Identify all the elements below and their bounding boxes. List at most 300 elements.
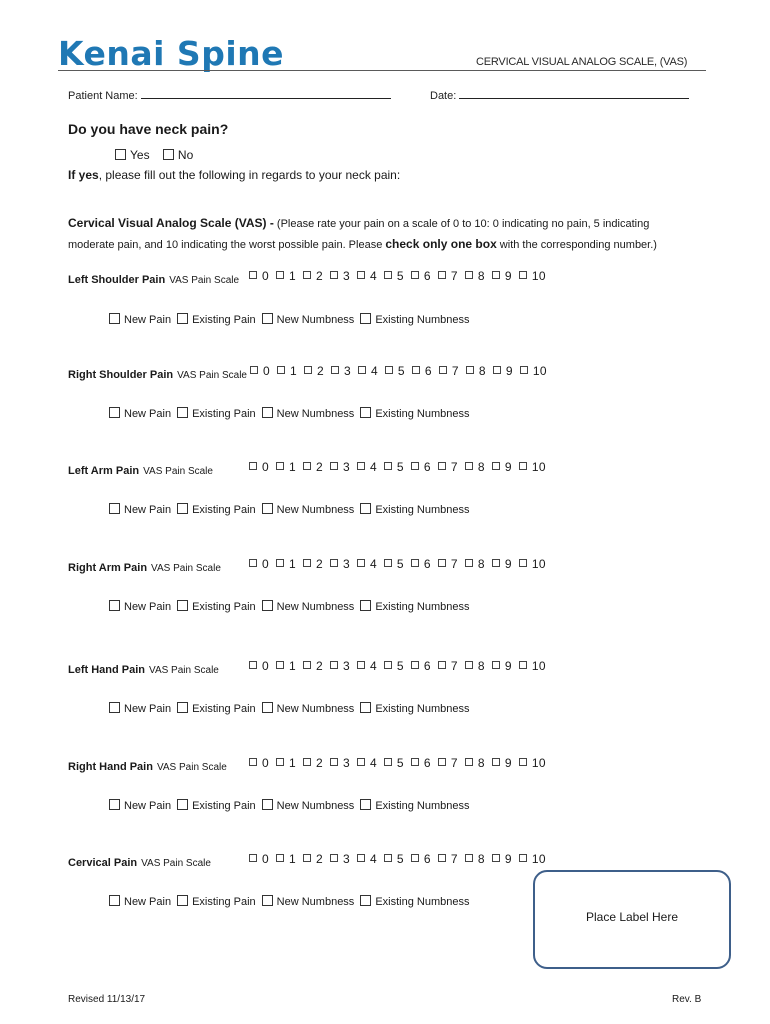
pain-type-option[interactable]	[177, 703, 256, 715]
scale-option[interactable]	[384, 756, 404, 770]
vas-intro-emphasis: check only one box	[385, 237, 497, 251]
scale-option[interactable]	[492, 756, 512, 770]
scale-option[interactable]	[357, 557, 377, 571]
scale-checkbox[interactable]	[330, 559, 338, 567]
scale-value: 0	[262, 659, 269, 673]
scale-option[interactable]	[249, 557, 269, 571]
pain-type-option[interactable]	[177, 601, 256, 613]
scale-value: 2	[315, 269, 323, 283]
scale-value: 10	[531, 852, 546, 866]
pain-type-checkbox[interactable]	[109, 600, 120, 611]
scale-checkbox[interactable]	[276, 271, 284, 279]
scale-checkbox[interactable]	[249, 758, 257, 766]
scale-checkbox[interactable]	[438, 661, 446, 669]
if-yes-instruction	[68, 168, 400, 182]
scale-option[interactable]	[276, 852, 296, 866]
pain-type-checkbox[interactable]	[360, 600, 371, 611]
scale-checkbox[interactable]	[303, 758, 311, 766]
scale-option[interactable]	[330, 756, 350, 770]
pain-type-options	[109, 702, 475, 715]
scale-value: 9	[505, 364, 513, 378]
scale-option[interactable]	[493, 364, 513, 378]
scale-value: 4	[369, 557, 377, 571]
scale-option[interactable]	[519, 269, 546, 283]
vas-scale-options	[249, 460, 553, 474]
pain-type-option[interactable]	[262, 601, 355, 613]
scale-checkbox[interactable]	[276, 661, 284, 669]
pain-type-option[interactable]	[262, 504, 355, 516]
scale-checkbox[interactable]	[358, 366, 366, 374]
scale-checkbox[interactable]	[249, 854, 257, 862]
scale-value: 0	[262, 756, 269, 770]
pain-type-label: New Numbness	[276, 703, 355, 715]
scale-option[interactable]	[330, 852, 350, 866]
scale-checkbox[interactable]	[384, 271, 392, 279]
pain-type-option[interactable]	[262, 703, 355, 715]
scale-checkbox[interactable]	[519, 462, 527, 470]
scale-option[interactable]	[249, 659, 269, 673]
scale-checkbox[interactable]	[330, 462, 338, 470]
scale-checkbox[interactable]	[466, 366, 474, 374]
scale-option[interactable]	[250, 364, 270, 378]
scale-checkbox[interactable]	[492, 661, 500, 669]
vas-intro-line-1	[68, 216, 649, 230]
scale-option[interactable]	[357, 460, 377, 474]
scale-option[interactable]	[438, 756, 458, 770]
scale-option[interactable]	[465, 852, 485, 866]
scale-value: 9	[504, 659, 512, 673]
pain-type-checkbox[interactable]	[262, 799, 273, 810]
pain-row-title: Right Hand Pain	[68, 761, 153, 773]
scale-option[interactable]	[519, 852, 546, 866]
no-checkbox[interactable]	[163, 149, 174, 160]
scale-option[interactable]	[519, 460, 546, 474]
pain-type-option[interactable]	[177, 896, 256, 908]
scale-option[interactable]	[438, 659, 458, 673]
scale-value: 6	[423, 269, 431, 283]
place-label-text: Place Label Here	[585, 910, 679, 924]
scale-checkbox[interactable]	[492, 559, 500, 567]
pain-type-option[interactable]	[109, 504, 171, 516]
scale-checkbox[interactable]	[411, 661, 419, 669]
pain-type-checkbox[interactable]	[262, 407, 273, 418]
scale-option[interactable]	[277, 364, 297, 378]
scale-checkbox[interactable]	[439, 366, 447, 374]
scale-option[interactable]	[303, 269, 323, 283]
no-label: No	[177, 148, 194, 162]
scale-option[interactable]	[384, 269, 404, 283]
scale-option[interactable]	[249, 460, 269, 474]
pain-type-checkbox[interactable]	[177, 895, 188, 906]
pain-type-options	[109, 407, 475, 420]
scale-value: 5	[396, 852, 404, 866]
scale-option[interactable]	[357, 852, 377, 866]
scale-checkbox[interactable]	[384, 462, 392, 470]
scale-value: 2	[316, 364, 324, 378]
company-logo: Kenai Spine	[58, 34, 285, 73]
pain-type-checkbox[interactable]	[262, 600, 273, 611]
scale-option[interactable]	[492, 852, 512, 866]
pain-type-option[interactable]	[360, 408, 469, 420]
pain-type-checkbox[interactable]	[360, 702, 371, 713]
vas-intro-text-2: moderate pain, and 10 indicating the worst possible pain. Please	[68, 239, 386, 251]
scale-value: 8	[477, 659, 485, 673]
pain-type-checkbox[interactable]	[109, 799, 120, 810]
scale-checkbox[interactable]	[519, 559, 527, 567]
scale-checkbox[interactable]	[465, 661, 473, 669]
scale-value: 8	[477, 269, 485, 283]
scale-checkbox[interactable]	[438, 559, 446, 567]
pain-type-label: New Pain	[124, 314, 172, 326]
date-row	[430, 88, 689, 102]
scale-checkbox[interactable]	[250, 366, 258, 374]
scale-checkbox[interactable]	[331, 366, 339, 374]
scale-value: 1	[288, 269, 296, 283]
scale-checkbox[interactable]	[520, 366, 528, 374]
scale-option[interactable]	[411, 269, 431, 283]
scale-option[interactable]	[330, 659, 350, 673]
scale-value: 6	[423, 557, 431, 571]
pain-type-option[interactable]	[109, 314, 171, 326]
vas-scale-label: VAS Pain Scale	[151, 563, 221, 574]
vas-scale-options	[249, 557, 553, 571]
scale-checkbox[interactable]	[249, 661, 257, 669]
pain-type-checkbox[interactable]	[109, 313, 120, 324]
pain-type-option[interactable]	[360, 314, 469, 326]
scale-checkbox[interactable]	[357, 271, 365, 279]
pain-type-option[interactable]	[109, 800, 171, 812]
pain-type-checkbox[interactable]	[360, 895, 371, 906]
scale-checkbox[interactable]	[519, 661, 527, 669]
scale-checkbox[interactable]	[438, 271, 446, 279]
pain-type-option[interactable]	[177, 504, 256, 516]
scale-checkbox[interactable]	[357, 559, 365, 567]
pain-type-option[interactable]	[109, 703, 171, 715]
pain-type-option[interactable]	[109, 408, 171, 420]
scale-checkbox[interactable]	[493, 366, 501, 374]
place-label-box	[533, 870, 731, 969]
scale-option[interactable]	[303, 659, 323, 673]
scale-checkbox[interactable]	[411, 854, 419, 862]
pain-row-title: Left Shoulder Pain	[68, 274, 166, 286]
scale-value: 3	[342, 852, 350, 866]
scale-checkbox[interactable]	[412, 366, 420, 374]
scale-option[interactable]	[466, 364, 486, 378]
scale-option[interactable]	[276, 756, 296, 770]
scale-value: 3	[342, 659, 350, 673]
scale-option[interactable]	[358, 364, 378, 378]
pain-type-option[interactable]	[360, 504, 469, 516]
scale-option[interactable]	[519, 756, 546, 770]
scale-option[interactable]	[438, 852, 458, 866]
scale-option[interactable]	[438, 269, 458, 283]
pain-type-label: New Pain	[124, 408, 172, 420]
pain-type-label: New Numbness	[276, 896, 355, 908]
scale-option[interactable]	[330, 269, 350, 283]
scale-option[interactable]	[276, 460, 296, 474]
pain-type-checkbox[interactable]	[360, 313, 371, 324]
pain-type-checkbox[interactable]	[177, 702, 188, 713]
scale-value: 4	[369, 659, 377, 673]
pain-type-option[interactable]	[360, 703, 469, 715]
scale-option[interactable]	[357, 269, 377, 283]
scale-option[interactable]	[385, 364, 405, 378]
scale-option[interactable]	[465, 557, 485, 571]
pain-row-label	[68, 461, 213, 479]
pain-type-option[interactable]	[109, 896, 171, 908]
scale-value: 8	[477, 460, 485, 474]
scale-option[interactable]	[519, 659, 546, 673]
if-yes-text: , please fill out the following in regards to your neck pain:	[98, 168, 401, 182]
scale-checkbox[interactable]	[492, 462, 500, 470]
scale-checkbox[interactable]	[303, 854, 311, 862]
scale-option[interactable]	[465, 269, 485, 283]
scale-option[interactable]	[520, 364, 547, 378]
scale-option[interactable]	[384, 557, 404, 571]
scale-option[interactable]	[249, 852, 269, 866]
scale-option[interactable]	[357, 756, 377, 770]
scale-option[interactable]	[276, 557, 296, 571]
pain-row-label	[68, 365, 247, 383]
scale-checkbox[interactable]	[411, 271, 419, 279]
scale-checkbox[interactable]	[249, 462, 257, 470]
scale-checkbox[interactable]	[303, 271, 311, 279]
scale-checkbox[interactable]	[303, 661, 311, 669]
pain-type-checkbox[interactable]	[360, 503, 371, 514]
scale-checkbox[interactable]	[249, 559, 257, 567]
scale-checkbox[interactable]	[465, 559, 473, 567]
scale-value: 6	[424, 364, 432, 378]
scale-checkbox[interactable]	[384, 559, 392, 567]
scale-checkbox[interactable]	[384, 758, 392, 766]
scale-checkbox[interactable]	[492, 758, 500, 766]
scale-checkbox[interactable]	[438, 854, 446, 862]
scale-option[interactable]	[249, 756, 269, 770]
scale-option[interactable]	[492, 460, 512, 474]
scale-option[interactable]	[411, 557, 431, 571]
scale-value: 9	[504, 460, 512, 474]
scale-option[interactable]	[330, 460, 350, 474]
scale-option[interactable]	[384, 659, 404, 673]
scale-value: 9	[504, 557, 512, 571]
scale-value: 10	[532, 364, 547, 378]
scale-option[interactable]	[304, 364, 324, 378]
scale-checkbox[interactable]	[357, 462, 365, 470]
scale-value: 3	[342, 269, 350, 283]
pain-type-label: Existing Pain	[192, 601, 256, 613]
pain-type-checkbox[interactable]	[360, 407, 371, 418]
scale-checkbox[interactable]	[438, 758, 446, 766]
scale-checkbox[interactable]	[330, 854, 338, 862]
scale-checkbox[interactable]	[411, 758, 419, 766]
scale-option[interactable]	[411, 852, 431, 866]
pain-type-label: New Pain	[124, 896, 172, 908]
vas-scale-label: VAS Pain Scale	[177, 370, 247, 381]
pain-type-option[interactable]	[262, 314, 355, 326]
scale-checkbox[interactable]	[385, 366, 393, 374]
scale-checkbox[interactable]	[519, 854, 527, 862]
scale-checkbox[interactable]	[330, 758, 338, 766]
pain-type-option[interactable]	[177, 314, 256, 326]
pain-type-option[interactable]	[262, 800, 355, 812]
scale-checkbox[interactable]	[465, 462, 473, 470]
scale-option[interactable]	[303, 756, 323, 770]
scale-value: 10	[531, 460, 546, 474]
scale-checkbox[interactable]	[330, 271, 338, 279]
pain-type-checkbox[interactable]	[177, 799, 188, 810]
pain-type-label: New Pain	[124, 800, 172, 812]
scale-value: 4	[369, 460, 377, 474]
scale-option[interactable]	[439, 364, 459, 378]
pain-type-checkbox[interactable]	[109, 407, 120, 418]
patient-name-field[interactable]	[141, 88, 391, 99]
scale-value: 6	[423, 460, 431, 474]
vas-scale-options	[249, 756, 553, 770]
pain-type-option[interactable]	[262, 408, 355, 420]
pain-row-label	[68, 757, 227, 775]
scale-value: 0	[262, 269, 269, 283]
scale-value: 7	[450, 852, 458, 866]
scale-checkbox[interactable]	[519, 758, 527, 766]
pain-type-checkbox[interactable]	[109, 895, 120, 906]
yes-checkbox[interactable]	[115, 149, 126, 160]
scale-checkbox[interactable]	[276, 462, 284, 470]
scale-value: 1	[289, 364, 297, 378]
scale-option[interactable]	[492, 269, 512, 283]
scale-checkbox[interactable]	[357, 854, 365, 862]
pain-row-label	[68, 558, 221, 576]
scale-value: 1	[288, 852, 296, 866]
pain-type-checkbox[interactable]	[177, 407, 188, 418]
scale-value: 2	[315, 557, 323, 571]
scale-option[interactable]	[412, 364, 432, 378]
scale-option[interactable]	[303, 557, 323, 571]
pain-type-checkbox[interactable]	[177, 503, 188, 514]
pain-type-label: New Numbness	[276, 504, 355, 516]
scale-value: 8	[477, 756, 485, 770]
pain-row-title: Cervical Pain	[68, 857, 138, 869]
pain-row-label	[68, 660, 219, 678]
pain-type-option[interactable]	[262, 896, 355, 908]
scale-checkbox[interactable]	[465, 271, 473, 279]
scale-value: 2	[315, 659, 323, 673]
vas-scale-label: VAS Pain Scale	[156, 762, 227, 773]
scale-option[interactable]	[276, 269, 296, 283]
scale-value: 5	[396, 460, 404, 474]
pain-type-label: Existing Numbness	[375, 800, 470, 812]
pain-type-options	[109, 503, 475, 516]
pain-row-title: Right Arm Pain	[68, 562, 148, 574]
pain-type-checkbox[interactable]	[360, 799, 371, 810]
patient-name-label: Patient Name:	[68, 90, 138, 102]
vas-scale-label: VAS Pain Scale	[149, 665, 219, 676]
scale-option[interactable]	[384, 852, 404, 866]
pain-type-checkbox[interactable]	[262, 313, 273, 324]
vas-scale-label: VAS Pain Scale	[143, 466, 213, 477]
vas-scale-options	[249, 852, 553, 866]
pain-type-checkbox[interactable]	[177, 313, 188, 324]
scale-checkbox[interactable]	[357, 758, 365, 766]
scale-option[interactable]	[331, 364, 351, 378]
scale-option[interactable]	[276, 659, 296, 673]
scale-checkbox[interactable]	[384, 661, 392, 669]
scale-checkbox[interactable]	[276, 854, 284, 862]
scale-value: 6	[423, 756, 431, 770]
pain-type-option[interactable]	[360, 800, 469, 812]
scale-option[interactable]	[330, 557, 350, 571]
pain-type-checkbox[interactable]	[109, 503, 120, 514]
scale-option[interactable]	[465, 659, 485, 673]
scale-checkbox[interactable]	[465, 854, 473, 862]
scale-option[interactable]	[411, 659, 431, 673]
pain-type-option[interactable]	[109, 601, 171, 613]
scale-checkbox[interactable]	[330, 661, 338, 669]
scale-checkbox[interactable]	[519, 271, 527, 279]
pain-type-checkbox[interactable]	[177, 600, 188, 611]
pain-type-option[interactable]	[360, 601, 469, 613]
pain-type-label: Existing Numbness	[375, 601, 470, 613]
scale-checkbox[interactable]	[438, 462, 446, 470]
pain-type-options	[109, 600, 475, 613]
pain-type-option[interactable]	[177, 800, 256, 812]
scale-checkbox[interactable]	[465, 758, 473, 766]
neck-pain-question: Do you have neck pain?	[68, 121, 229, 137]
no-option[interactable]	[163, 148, 193, 162]
pain-type-checkbox[interactable]	[262, 503, 273, 514]
scale-option[interactable]	[438, 557, 458, 571]
scale-checkbox[interactable]	[384, 854, 392, 862]
scale-value: 3	[342, 460, 350, 474]
scale-option[interactable]	[492, 557, 512, 571]
pain-type-label: New Pain	[124, 703, 172, 715]
scale-option[interactable]	[303, 460, 323, 474]
scale-value: 9	[504, 269, 512, 283]
vas-intro-heading: Cervical Visual Analog Scale (VAS) -	[68, 216, 274, 230]
scale-checkbox[interactable]	[411, 462, 419, 470]
scale-checkbox[interactable]	[303, 462, 311, 470]
pain-type-option[interactable]	[177, 408, 256, 420]
scale-option[interactable]	[519, 557, 546, 571]
pain-type-checkbox[interactable]	[109, 702, 120, 713]
scale-option[interactable]	[411, 460, 431, 474]
scale-checkbox[interactable]	[492, 271, 500, 279]
scale-option[interactable]	[357, 659, 377, 673]
scale-option[interactable]	[438, 460, 458, 474]
scale-checkbox[interactable]	[276, 758, 284, 766]
scale-checkbox[interactable]	[304, 366, 312, 374]
scale-option[interactable]	[465, 460, 485, 474]
scale-checkbox[interactable]	[276, 559, 284, 567]
scale-checkbox[interactable]	[277, 366, 285, 374]
scale-checkbox[interactable]	[249, 271, 257, 279]
scale-value: 10	[531, 756, 546, 770]
scale-checkbox[interactable]	[411, 559, 419, 567]
yes-option[interactable]	[115, 148, 150, 162]
pain-type-checkbox[interactable]	[262, 895, 273, 906]
scale-option[interactable]	[303, 852, 323, 866]
pain-type-checkbox[interactable]	[262, 702, 273, 713]
scale-checkbox[interactable]	[357, 661, 365, 669]
scale-checkbox[interactable]	[492, 854, 500, 862]
pain-type-option[interactable]	[360, 896, 469, 908]
scale-option[interactable]	[492, 659, 512, 673]
scale-option[interactable]	[384, 460, 404, 474]
scale-option[interactable]	[465, 756, 485, 770]
scale-option[interactable]	[411, 756, 431, 770]
scale-checkbox[interactable]	[303, 559, 311, 567]
scale-option[interactable]	[249, 269, 269, 283]
date-field[interactable]	[459, 88, 689, 99]
